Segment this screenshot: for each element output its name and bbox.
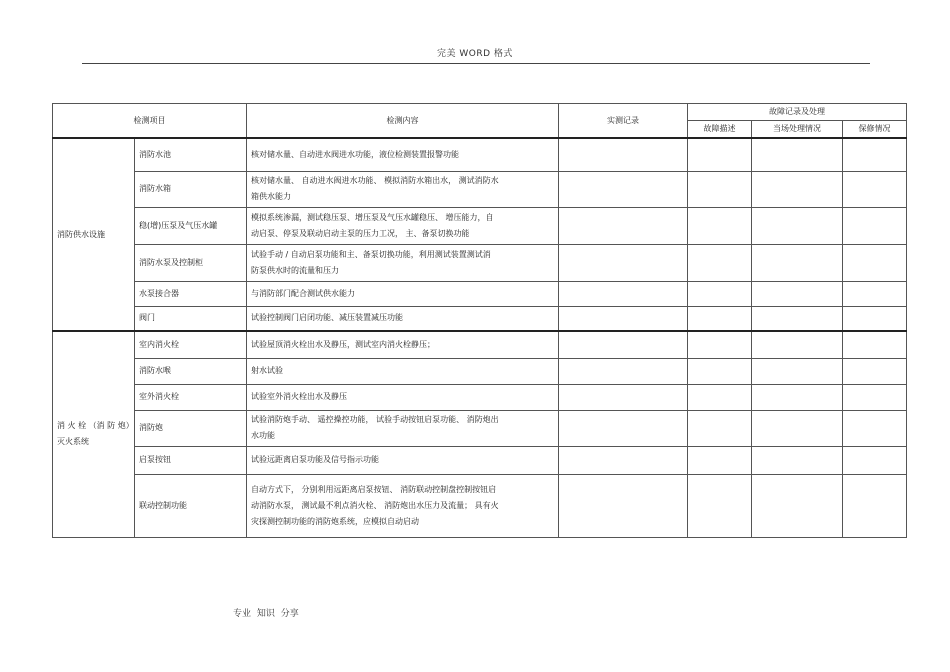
record-cell: [559, 281, 688, 306]
header-fault-desc: 故障描述: [688, 121, 752, 139]
table-row: [53, 446, 907, 474]
group-label: 消 火 栓 （消 防 炮）灭火系统: [53, 331, 135, 537]
inspection-table: [52, 103, 907, 538]
header-fault-group: 故障记录及处理: [688, 104, 907, 121]
item-cell: 联动控制功能: [135, 474, 247, 537]
table-row: [53, 281, 907, 306]
fault-desc-cell: [688, 446, 752, 474]
item-cell: 消防水池: [135, 138, 247, 171]
repair-cell: [843, 244, 907, 281]
repair-cell: [843, 171, 907, 207]
onsite-cell: [752, 207, 843, 244]
item-cell: 阀门: [135, 306, 247, 331]
page-footer: 专业 知识 分享: [233, 609, 299, 619]
table-row: [53, 358, 907, 384]
record-cell: [559, 410, 688, 446]
content-cell: [247, 358, 559, 384]
header-item: 检测项目: [53, 104, 247, 139]
content-cell: [247, 446, 559, 474]
record-cell: [559, 331, 688, 358]
record-cell: [559, 171, 688, 207]
item-cell: 消防炮: [135, 410, 247, 446]
record-cell: [559, 384, 688, 410]
onsite-cell: [752, 331, 843, 358]
onsite-cell: [752, 474, 843, 537]
onsite-cell: [752, 446, 843, 474]
item-cell: 室内消火栓: [135, 331, 247, 358]
group-label: 消防供水设施: [53, 138, 135, 331]
item-cell: 水泵接合器: [135, 281, 247, 306]
fault-desc-cell: [688, 474, 752, 537]
table-row: [53, 138, 907, 171]
content-cell: [247, 207, 559, 244]
content-cell: [247, 281, 559, 306]
record-cell: [559, 474, 688, 537]
content-line: 射水试验: [251, 366, 283, 375]
onsite-cell: [752, 410, 843, 446]
repair-cell: [843, 331, 907, 358]
table-row: [53, 244, 907, 281]
content-line: 水功能: [251, 431, 275, 440]
header-content: 检测内容: [247, 104, 559, 139]
header-onsite: 当场处理情况: [752, 121, 843, 139]
record-cell: [559, 446, 688, 474]
item-cell: 消防水箱: [135, 171, 247, 207]
content-line: 自动方式下， 分别利用远距离启泵按钮、 消防联动控制盘控制按钮启: [251, 484, 497, 494]
item-cell: 消防水泵及控制柜: [135, 244, 247, 281]
content-line: 试验室外消火栓出水及静压: [251, 392, 347, 401]
fault-desc-cell: [688, 244, 752, 281]
fault-desc-cell: [688, 410, 752, 446]
fault-desc-cell: [688, 331, 752, 358]
header-record: 实测记录: [559, 104, 688, 139]
item-cell: 消防水喉: [135, 358, 247, 384]
item-cell: 稳(增)压泵及气压水罐: [135, 207, 247, 244]
onsite-cell: [752, 244, 843, 281]
fault-desc-cell: [688, 358, 752, 384]
table-row: [53, 331, 907, 358]
repair-cell: [843, 281, 907, 306]
repair-cell: [843, 384, 907, 410]
content-cell: [247, 474, 559, 537]
fault-desc-cell: [688, 384, 752, 410]
table-row: [53, 171, 907, 207]
fault-desc-cell: [688, 171, 752, 207]
table-row: [53, 306, 907, 331]
content-line: 动启泵、停泵及联动启动主泵的压力工况， 主、备泵切换功能: [251, 228, 470, 238]
content-cell: [247, 331, 559, 358]
record-cell: [559, 207, 688, 244]
content-cell: [247, 138, 559, 171]
content-cell: [247, 410, 559, 446]
content-cell: [247, 306, 559, 331]
repair-cell: [843, 358, 907, 384]
record-cell: [559, 306, 688, 331]
content-line: 核对储水量、 自动进水阀进水功能、 模拟消防水箱出水， 测试消防水: [251, 176, 499, 185]
item-cell: 室外消火栓: [135, 384, 247, 410]
table-body: [53, 138, 907, 537]
repair-cell: [843, 446, 907, 474]
content-cell: [247, 244, 559, 281]
fault-desc-cell: [688, 306, 752, 331]
content-line: 试验消防炮手动、 遥控操控功能， 试验手动按钮启泵功能、 消防炮出: [251, 415, 499, 424]
content-line: 试验屋顶消火栓出水及静压，测试室内消火栓静压；: [251, 339, 435, 349]
content-line: 试验控制阀门启闭功能、减压装置减压功能: [251, 313, 403, 323]
content-line: 箱供水能力: [251, 192, 291, 201]
record-cell: [559, 244, 688, 281]
repair-cell: [843, 474, 907, 537]
onsite-cell: [752, 384, 843, 410]
onsite-cell: [752, 306, 843, 331]
content-cell: [247, 171, 559, 207]
header-divider: [82, 63, 870, 64]
onsite-cell: [752, 138, 843, 171]
table-row: [53, 410, 907, 446]
content-line: 灾探测控制功能的消防炮系统，应模拟自动启动: [251, 516, 419, 526]
content-line: 模拟系统渗漏，测试稳压泵、增压泵及气压水罐稳压、 增压能力，自: [251, 212, 494, 222]
table-row: [53, 474, 907, 537]
record-cell: [559, 138, 688, 171]
repair-cell: [843, 306, 907, 331]
content-line: 动消防水泵， 测试最不利点消火栓、 消防炮出水压力及流量； 具有火: [251, 500, 499, 510]
repair-cell: [843, 138, 907, 171]
content-cell: [247, 384, 559, 410]
content-line: 核对储水量、自动进水阀进水功能，液位检测装置报警功能: [251, 149, 459, 159]
repair-cell: [843, 207, 907, 244]
fault-desc-cell: [688, 207, 752, 244]
fault-desc-cell: [688, 281, 752, 306]
onsite-cell: [752, 171, 843, 207]
content-line: 试验远距离启泵功能及信号指示功能: [251, 455, 379, 464]
onsite-cell: [752, 281, 843, 306]
table-row: [53, 384, 907, 410]
content-line: 试验手动 / 自动启泵功能和主、备泵切换功能，利用测试装置测试消: [251, 249, 491, 259]
record-cell: [559, 358, 688, 384]
onsite-cell: [752, 358, 843, 384]
item-cell: 启泵按钮: [135, 446, 247, 474]
table-header: [53, 104, 907, 139]
fault-desc-cell: [688, 138, 752, 171]
header-repair: 保修情况: [843, 121, 907, 139]
content-line: 防泵供水时的流量和压力: [251, 265, 339, 275]
content-line: 与消防部门配合测试供水能力: [251, 288, 355, 298]
page-header-title: 完美 WORD 格式: [437, 49, 513, 59]
table-row: [53, 207, 907, 244]
repair-cell: [843, 410, 907, 446]
